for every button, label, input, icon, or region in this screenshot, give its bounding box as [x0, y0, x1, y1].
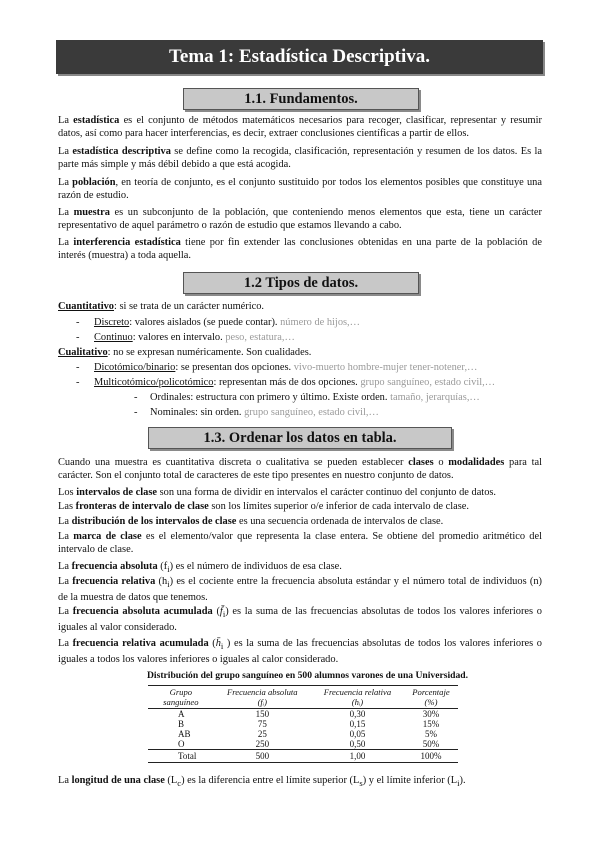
- table-row: [148, 709, 458, 720]
- section-heading-ordenar: 1.3. Ordenar los datos en tabla.: [148, 427, 452, 449]
- tipo-dicotomico: Dicotómico/binario: se presentan dos opciones. vivo-muerto hombre-mujer tener-notener,…: [94, 362, 478, 373]
- table-cell: 5%: [425, 729, 437, 739]
- table-cell: 1,00: [311, 750, 404, 763]
- dash-marker: -: [76, 317, 80, 328]
- table-cell: 0,05: [349, 729, 366, 739]
- paragraph-clases: Cuando una muestra es cuantitativa discreta o cualitativa se pueden establecer clases o modalidades para tal carácter. Son el conjunto total de caracteres de este tipo presentes en nuestro conjunto de datos.: [58, 457, 543, 481]
- paragraph-marca-clase: La marca de clase es el elemento/valor que representa la clase entera. Se obtiene del promedio aritmético del intervalo de clase.: [58, 531, 542, 555]
- table-header-cell: Frecuencia absoluta (fᵢ): [214, 686, 311, 709]
- paragraph-fronteras: Las fronteras de intervalo de clase son los límites superior o/e inferior de cada intervalo de clase.: [58, 501, 469, 512]
- table-row: [148, 729, 458, 739]
- paragraph-frecuencia-relativa-acumulada: La frecuencia relativa acumulada ($h̄_i$ ) es la suma de las frecuencias absolutas de todos los valores inferiores o iguales a todos los valores inferiores o iguales al calor considerado.: [58, 638, 542, 666]
- tipo-cualitativo: Cualitativo: no se expresan numéricamente. Son cualidades.: [58, 347, 312, 358]
- table-cell: AB: [178, 729, 191, 739]
- table-cell: A: [178, 709, 185, 719]
- table-cell: 0,15: [349, 719, 366, 729]
- paragraph-interferencia: La interferencia estadística tiene por fin extender las conclusiones obtenidas en una parte de la población de interés (muestra) a toda aquella.: [58, 237, 542, 261]
- paragraph-frecuencia-absoluta: La frecuencia absoluta $(f_i)$ es el número de individuos de esa clase.: [58, 561, 342, 575]
- table-cell: 75: [257, 719, 267, 729]
- table-cell: 25: [257, 729, 267, 739]
- paragraph-frecuencia-absoluta-acumulada: La frecuencia absoluta acumulada $(f̄_i)$ es la suma de las frecuencias absolutas de todos los valores inferiores o iguales al valor considerado.: [58, 606, 542, 634]
- section-heading-tipos: 1.2 Tipos de datos.: [183, 272, 419, 294]
- tipo-discreto: Discreto: valores aislados (se puede contar). número de hijos,…: [94, 317, 361, 328]
- dash-marker: -: [76, 362, 80, 373]
- table-total-row: [148, 750, 458, 763]
- tipo-cuantitativo: Cuantitativo: si se trata de un carácter numérico.: [58, 301, 265, 312]
- table-cell: 500: [214, 750, 311, 763]
- table-header-cell: Porcentaje (%): [404, 686, 458, 709]
- dash-marker: -: [134, 407, 138, 418]
- paragraph-poblacion: La población, en teoría de conjunto, es el conjunto sustituido por todos los elementos posibles que constituye una razón de estudio.: [58, 177, 542, 201]
- paragraph-muestra: La muestra es un subconjunto de la población, que conteniendo menos elementos que esta, tiene un carácter representativo de aquel parámetro o razón de estudio que estamos llevando a cabo.: [58, 207, 542, 231]
- dash-marker: -: [76, 377, 80, 388]
- table-row: [148, 719, 458, 729]
- table-cell: 0,30: [349, 709, 366, 719]
- table-cell: 150: [255, 709, 270, 719]
- tipo-continuo: Continuo: valores en intervalo. peso, estatura,…: [94, 332, 295, 343]
- section-heading-fundamentos: 1.1. Fundamentos.: [183, 88, 419, 110]
- table-cell: 0,50: [349, 739, 366, 749]
- page-title: Tema 1: Estadística Descriptiva.: [56, 40, 543, 74]
- paragraph-distribucion: La distribución de los intervalos de clase es una secuencia ordenada de intervalos de clase.: [58, 516, 444, 527]
- tipo-multicotomico: Multicotómico/policotómico: representan más de dos opciones. grupo sanguíneo, estado civil,…: [94, 377, 496, 388]
- dash-marker: -: [76, 332, 80, 343]
- table-caption: Distribución del grupo sanguíneo en 500 alumnos varones de una Universidad.: [147, 670, 469, 681]
- paragraph-frecuencia-relativa: La frecuencia relativa $(h_i)$ es el cociente entre la frecuencia absoluta estándar y el número total de individuos (n) de la muestra de datos que tenemos.: [58, 576, 542, 604]
- table-header-cell: Frecuencia relativa (hᵢ): [311, 686, 404, 709]
- table-header-cell: Grupo sanguíneo: [148, 686, 214, 709]
- paragraph-estadistica: La estadística es el conjunto de métodos matemáticos necesarios para recoger, clasificar, representar y resumir datos, así como para hacer interferencias, es decir, extraer conclusiones científicas a partir de ellos.: [58, 115, 542, 139]
- dash-marker: -: [134, 392, 138, 403]
- tipo-nominales: Nominales: sin orden. grupo sanguíneo, estado civil,…: [150, 407, 379, 418]
- table-cell: 15%: [422, 719, 440, 729]
- table-header-row: [148, 686, 458, 709]
- table-cell: 250: [255, 739, 270, 749]
- paragraph-estadistica-descriptiva: La estadística descriptiva se define como la recogida, clasificación, representación y resumen de los datos. Es la parte más simple y más débil debido a que está acogida.: [58, 146, 543, 170]
- blood-group-table: [148, 685, 458, 763]
- table-cell: B: [178, 719, 185, 729]
- table-cell: 100%: [404, 750, 458, 763]
- table-cell: Total: [148, 750, 214, 763]
- paragraph-longitud-clase: La longitud de una clase $(L_c)$ es la diferencia entre el límite superior $(L_s)$ y el límite inferior $(L_i)$.: [58, 775, 466, 789]
- table-row: [148, 739, 458, 750]
- tipo-ordinales: Ordinales: estructura con primero y último. Existe orden. tamaño, jerarquías,…: [150, 392, 480, 403]
- table-cell: 30%: [422, 709, 440, 719]
- table-cell: 50%: [422, 739, 440, 749]
- paragraph-intervalos: Los intervalos de clase son una forma de dividir en intervalos el carácter continuo del conjunto de datos.: [58, 487, 497, 498]
- table-cell: O: [178, 739, 185, 749]
